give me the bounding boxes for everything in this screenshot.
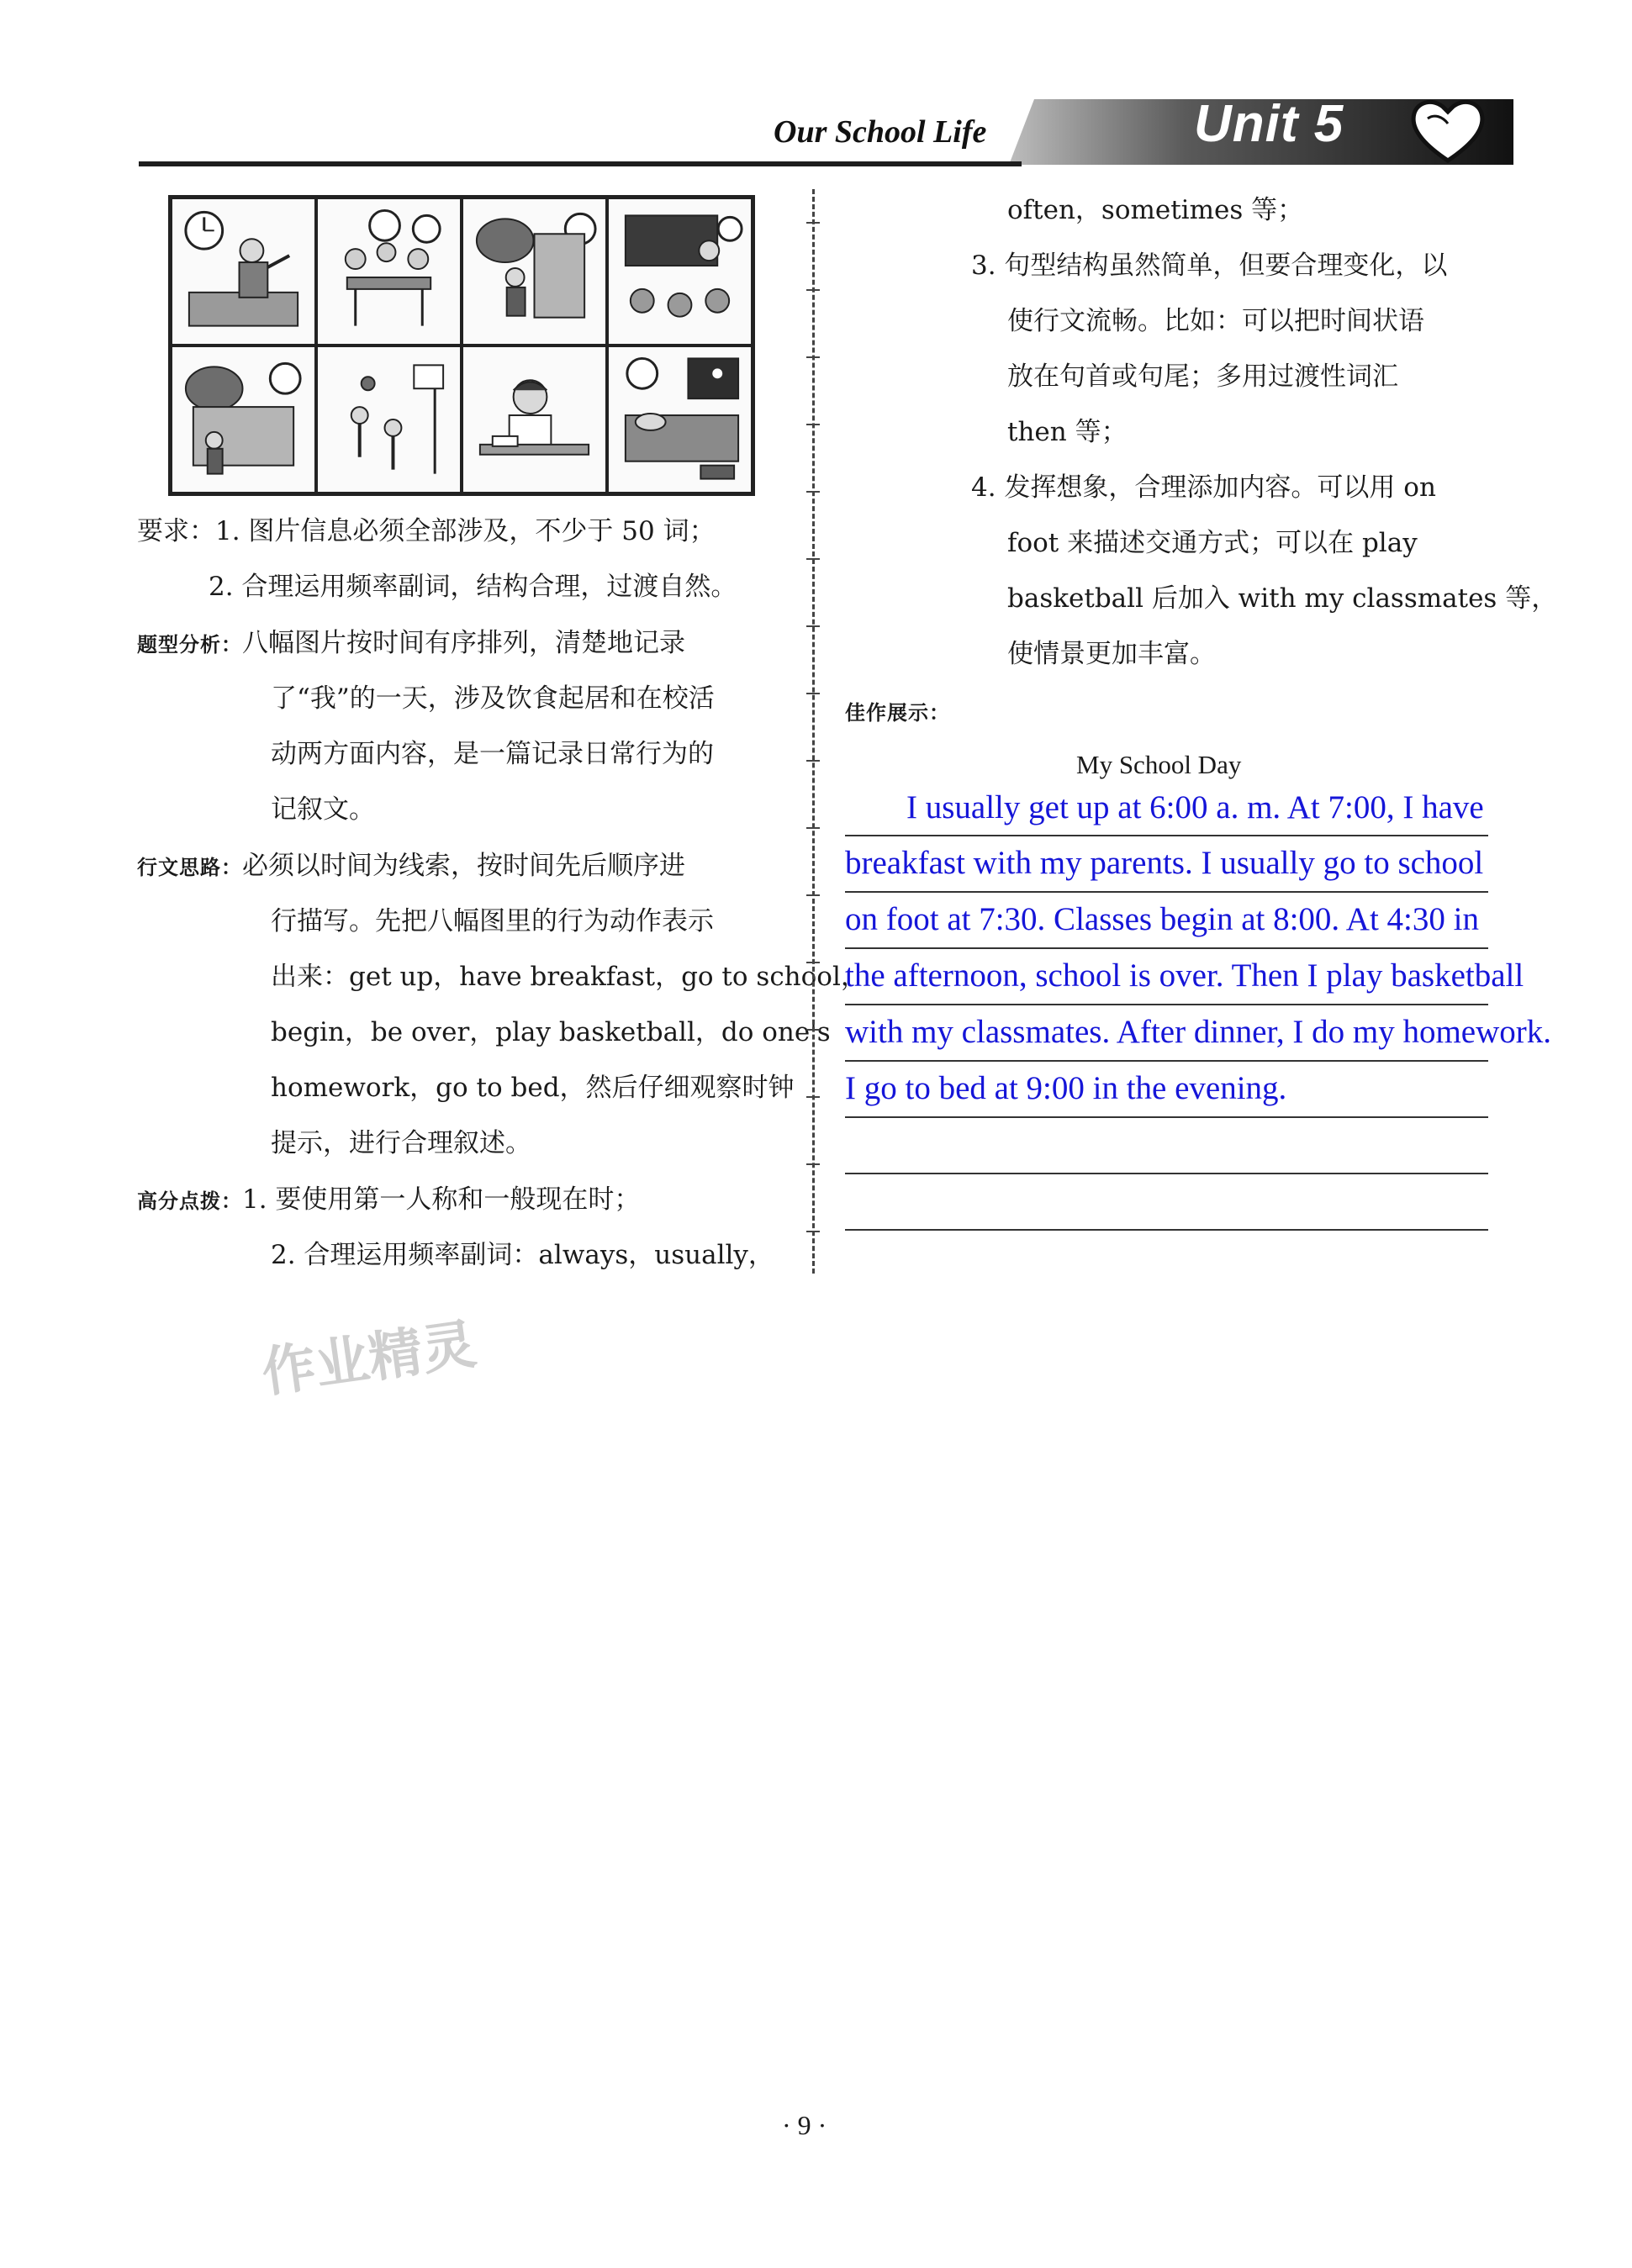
school-over-illustration bbox=[172, 347, 314, 492]
approach-text-6: 提示，进行合理叙述。 bbox=[271, 1128, 531, 1158]
page-header bbox=[0, 0, 1632, 168]
essay-line-2: breakfast with my parents. I usually go to school bbox=[845, 845, 1484, 881]
tips-cont-9: 使情景更加丰富。 bbox=[1007, 639, 1216, 669]
go-to-school-illustration bbox=[463, 199, 605, 344]
requirements-item-1: 1. 图片信息必须全部涉及，不少于 50 词； bbox=[215, 516, 716, 546]
analysis-label: 题型分析： bbox=[137, 633, 242, 657]
tips-cont-5: then 等； bbox=[1007, 417, 1128, 447]
go-to-bed-illustration bbox=[609, 347, 751, 492]
tips-cont-6: 4. 发挥想象，合理添加内容。可以用 on bbox=[971, 472, 1436, 503]
get-up-illustration bbox=[172, 199, 314, 344]
tips-label: 高分点拨： bbox=[137, 1189, 242, 1213]
homework-illustration bbox=[463, 347, 605, 492]
tips-cont-1: often，sometimes 等； bbox=[1007, 195, 1304, 225]
tips-cont-4: 放在句首或句尾；多用过渡性词汇 bbox=[1007, 361, 1398, 392]
approach-label: 行文思路： bbox=[137, 856, 242, 879]
approach-text-5: homework，go to bed，然后仔细观察时钟 bbox=[271, 1073, 795, 1103]
analysis-text-3: 动两方面内容，是一篇记录日常行为的 bbox=[271, 739, 714, 769]
analysis-line-1 bbox=[137, 626, 685, 662]
essay-line-5: with my classmates. After dinner, I do my homework. bbox=[845, 1014, 1552, 1050]
tips-text-2: 2. 合理运用频率副词：always，usually， bbox=[271, 1240, 774, 1270]
answer-rule-7 bbox=[845, 1173, 1488, 1174]
answer-rule-4 bbox=[845, 1004, 1488, 1005]
tips-cont-7: foot 来描述交通方式；可以在 play bbox=[1007, 528, 1418, 558]
answer-rule-2 bbox=[845, 891, 1488, 893]
approach-text-1: 必须以时间为线索，按时间先后顺序进 bbox=[242, 851, 685, 881]
unit-label: Unit 5 bbox=[1194, 95, 1344, 153]
panel-school-over bbox=[171, 345, 316, 493]
analysis-text-4: 记叙文。 bbox=[271, 794, 375, 825]
panel-go-to-school bbox=[462, 198, 607, 345]
analysis-text-1: 八幅图片按时间有序排列，清楚地记录 bbox=[242, 628, 685, 658]
header-title: Our School Life bbox=[774, 114, 987, 150]
approach-text-4: begin，be over，play basketball，do one's bbox=[271, 1017, 831, 1047]
breakfast-illustration bbox=[318, 199, 460, 344]
essay-line-1: I usually get up at 6:00 a. m. At 7:00, I have bbox=[906, 789, 1484, 825]
approach-text-3: 出来：get up，have breakfast，go to school， bbox=[271, 962, 867, 992]
basketball-illustration bbox=[318, 347, 460, 492]
essay-title: My School Day bbox=[1076, 750, 1242, 779]
requirements-line-1 bbox=[137, 514, 716, 548]
answer-rule-1 bbox=[845, 835, 1488, 836]
panel-go-to-bed bbox=[607, 345, 753, 493]
answer-rule-8 bbox=[845, 1229, 1488, 1231]
answer-rule-6 bbox=[845, 1116, 1488, 1118]
essay-line-4: the afternoon, school is over. Then I play basketball bbox=[845, 957, 1524, 994]
essay-line-3: on foot at 7:30. Classes begin at 8:00. At 4:30 in bbox=[845, 901, 1479, 937]
essay-line-6: I go to bed at 9:00 in the evening. bbox=[845, 1070, 1287, 1106]
answer-rule-3 bbox=[845, 947, 1488, 949]
picture-grid bbox=[168, 195, 755, 496]
answer-rule-5 bbox=[845, 1060, 1488, 1062]
panel-class-begins bbox=[607, 198, 753, 345]
header-rule bbox=[139, 161, 1022, 166]
panel-breakfast bbox=[316, 198, 462, 345]
tips-text-1: 1. 要使用第一人称和一般现在时； bbox=[242, 1184, 641, 1215]
requirements-item-2: 2. 合理运用频率副词，结构合理，过渡自然。 bbox=[209, 572, 737, 602]
panel-homework bbox=[462, 345, 607, 493]
page-number: · 9 · bbox=[782, 2110, 827, 2140]
tips-line-1 bbox=[137, 1183, 640, 1218]
sample-label: 佳作展示： bbox=[845, 701, 950, 725]
requirements-label: 要求： bbox=[137, 516, 215, 546]
tips-cont-8: basketball 后加入 with my classmates 等， bbox=[1007, 583, 1558, 614]
watermark: 作业精灵 bbox=[257, 1313, 480, 1406]
approach-text-2: 行描写。先把八幅图里的行为动作表示 bbox=[271, 906, 714, 936]
analysis-text-2: 了“我”的一天，涉及饮食起居和在校活 bbox=[271, 683, 715, 714]
approach-line-1 bbox=[137, 849, 685, 884]
class-begins-illustration bbox=[609, 199, 751, 344]
heart-logo bbox=[1409, 97, 1487, 164]
column-divider-ticks bbox=[805, 189, 821, 1274]
tips-cont-3: 使行文流畅。比如：可以把时间状语 bbox=[1007, 306, 1424, 336]
tips-cont-2: 3. 句型结构虽然简单，但要合理变化，以 bbox=[971, 251, 1448, 281]
panel-get-up bbox=[171, 198, 316, 345]
panel-basketball bbox=[316, 345, 462, 493]
